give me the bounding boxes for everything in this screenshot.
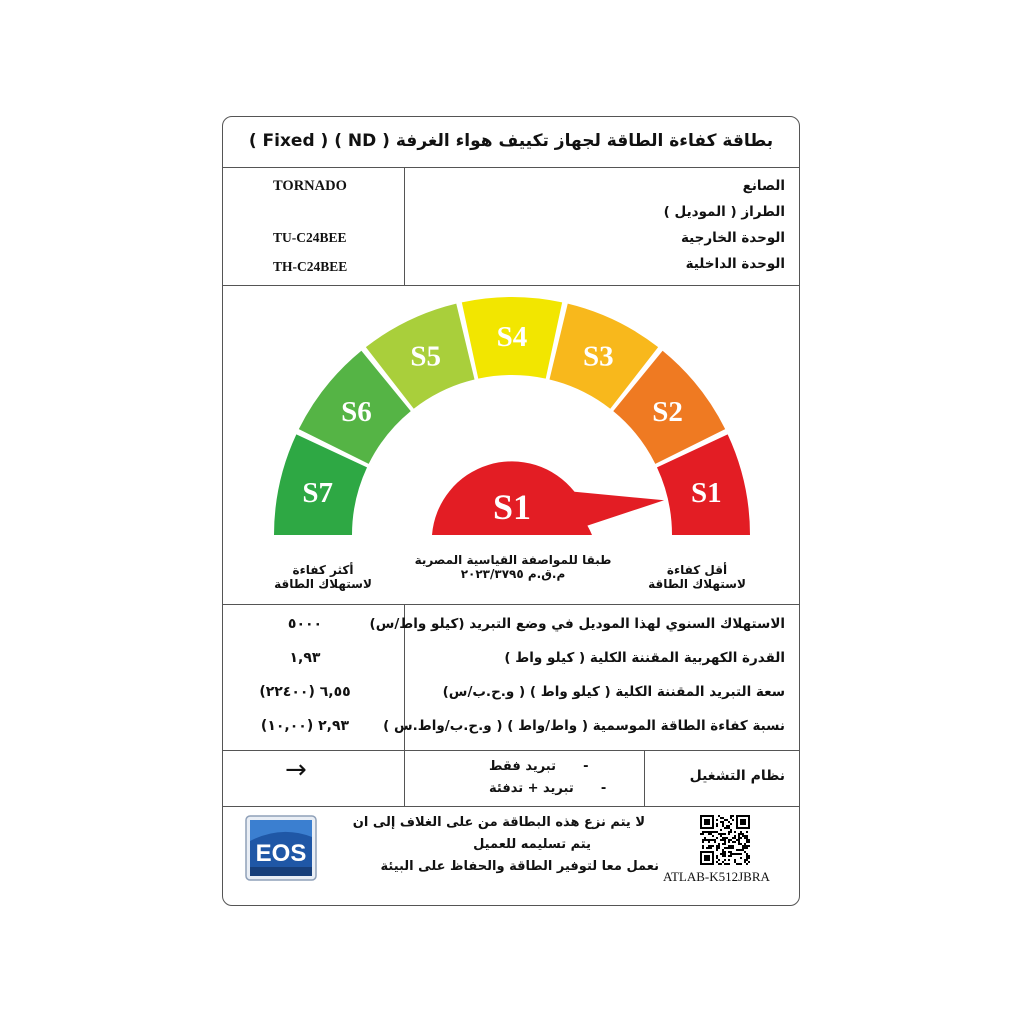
divider <box>404 750 405 806</box>
gauge-segment-label: S1 <box>690 476 722 509</box>
notice-line-1: لا يتم نزع هذه البطاقة من على الغلاف إلى ان <box>352 815 645 830</box>
dash: - <box>583 759 589 774</box>
outdoor-unit-label: الوحدة الخارجية <box>680 230 785 246</box>
cooling-capacity-value: ٦,٥٥ (٢٢٤٠٠) <box>259 684 351 700</box>
rating-value: S1 <box>492 487 532 527</box>
gauge-segment-label: S2 <box>652 395 683 428</box>
rated-power-label: القدرة الكهربية المقننة الكلية ( كيلو واط ) <box>504 650 785 666</box>
rated-power-value: ١,٩٣ <box>289 650 321 666</box>
qr-code-icon <box>700 815 750 865</box>
cooling-capacity-label: سعة التبريد المقننة الكلية ( كيلو واط ) ( و.ح.ب/س) <box>442 684 785 700</box>
operation-mode-label: نظام التشغيل <box>689 768 785 784</box>
gauge-segment-label: S6 <box>341 395 372 428</box>
divider <box>404 167 405 285</box>
selected-mode-arrow-icon: → <box>285 755 307 785</box>
gauge-segment-label: S3 <box>583 340 614 373</box>
more-efficient-caption: أكثر كفاءة لاستهلاك الطاقة <box>274 563 372 591</box>
operation-option-cooling-heating: - تبريد + تدفئة <box>489 781 607 796</box>
notice-line-2: يتم تسليمه للعميل <box>473 837 591 852</box>
indoor-unit-label: الوحدة الداخلية <box>685 256 785 272</box>
energy-label-card <box>222 116 800 906</box>
brand-value: TORNADO <box>273 178 347 194</box>
divider <box>223 750 799 751</box>
dash: - <box>600 781 607 796</box>
seer-value: ٢,٩٣ (١٠,٠٠) <box>260 718 350 734</box>
divider <box>644 750 645 806</box>
outdoor-unit-value: TU-C24BEE <box>273 230 347 245</box>
model-label: الطراز ( الموديل ) <box>663 204 785 220</box>
gauge-segment-label: S5 <box>410 340 441 373</box>
divider <box>223 806 799 807</box>
gauge-segment-label: S7 <box>302 476 334 509</box>
efficiency-gauge <box>223 287 798 549</box>
model-code: ATLAB-K512JBRA <box>663 869 770 884</box>
gauge-segment-label: S4 <box>496 321 528 353</box>
manufacturer-label: الصانع <box>742 178 785 194</box>
operation-option-cooling: - تبريد فقط <box>489 759 589 774</box>
annual-consumption-label: الاستهلاك السنوي لهذا الموديل في وضع التبريد (كيلو واط/س) <box>369 616 785 632</box>
less-efficient-caption: أقل كفاءة لاستهلاك الطاقة <box>648 563 746 591</box>
notice-line-3: نعمل معا لتوفير الطاقة والحفاظ على البيئة <box>380 859 659 874</box>
eos-logo <box>245 815 317 881</box>
standard-caption: طبقا للمواصفة القياسية المصرية م.ق.م ٢٠٢٣/٣٧٩٥ <box>414 553 612 581</box>
divider <box>223 604 799 605</box>
label-title: بطاقة كفاءة الطاقة لجهاز تكييف هواء الغرفة ( ND ) ( Fixed ) <box>248 131 774 151</box>
indoor-unit-value: TH-C24BEE <box>273 259 348 274</box>
rating-pointer <box>432 461 664 535</box>
divider <box>223 167 799 168</box>
annual-consumption-value: ٥٠٠٠ <box>287 616 323 632</box>
seer-label: نسبة كفاءة الطاقة الموسمية ( واط/واط ) ( و.ح.ب/واط.س ) <box>383 718 785 734</box>
divider <box>223 285 799 286</box>
eos-logo-text: EOS <box>255 840 307 867</box>
